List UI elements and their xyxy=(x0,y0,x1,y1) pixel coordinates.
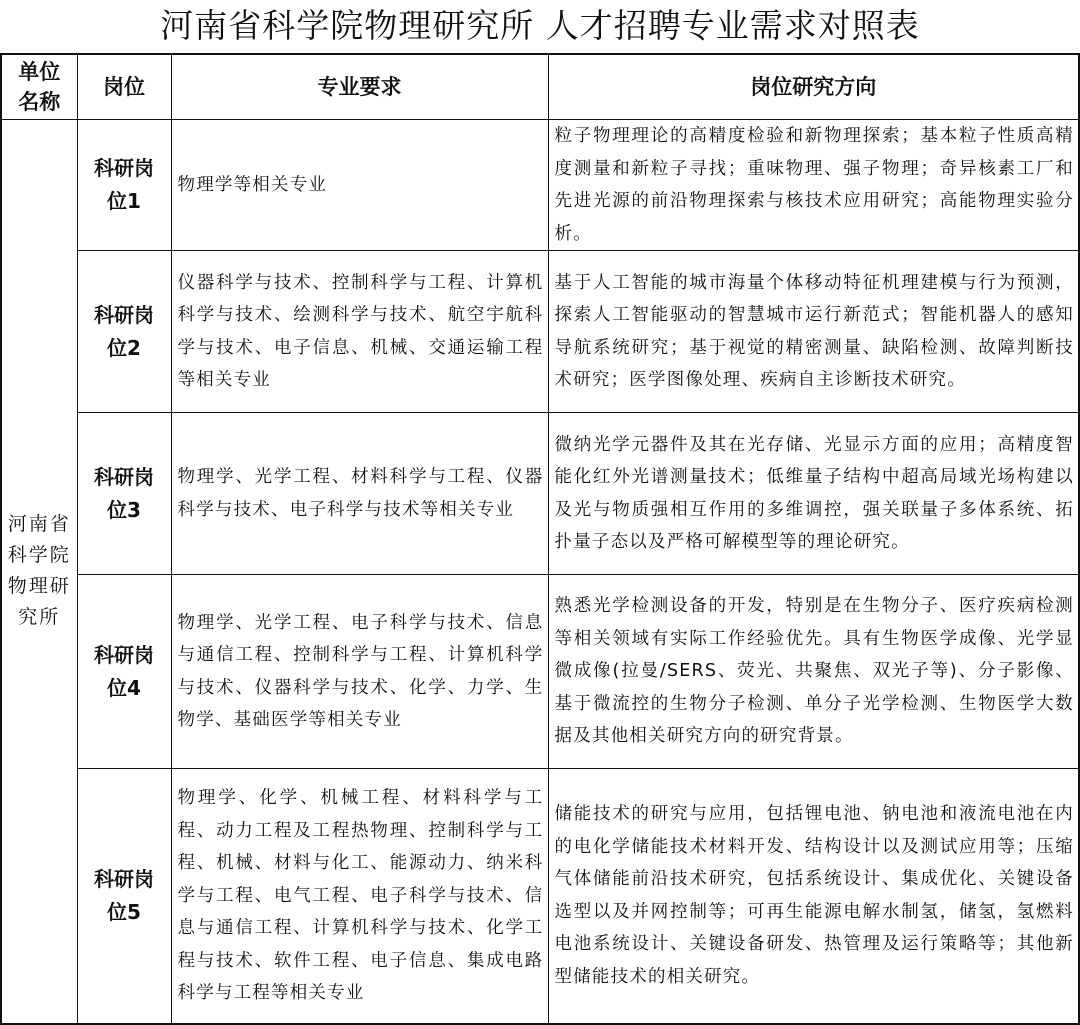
header-position: 岗位 xyxy=(77,54,171,120)
direction-cell xyxy=(548,413,1079,575)
unit-name-cell xyxy=(1,120,77,1024)
unit-name: 河南省科学院物理研究所 xyxy=(7,513,71,629)
direction-cell xyxy=(548,575,1079,769)
table-row xyxy=(1,120,1079,251)
direction-cell xyxy=(548,120,1079,251)
header-unit: 单位名称 xyxy=(1,54,77,120)
direction-cell xyxy=(548,769,1079,1024)
position-cell xyxy=(77,120,171,251)
table-header-row xyxy=(1,54,1079,120)
direction-text: 微纳光学元器件及其在光存储、光显示方面的应用；高精度智能化红外光谱测量技术；低维量子结构中超高局域光场构建以及光与物质强相互作用的多维调控，强关联量子多体系统、拓扑量子态以及严格可解模型等的理论研究。 xyxy=(554,434,1074,552)
position-cell xyxy=(77,251,171,413)
header-requirements: 专业要求 xyxy=(171,54,548,120)
recruitment-table xyxy=(0,53,1080,1025)
position-label: 科研岗位2 xyxy=(94,302,154,360)
requirements-text: 物理学、光学工程、电子科学与技术、信息与通信工程、控制科学与工程、计算机科学与技术、仪器科学与技术、化学、力学、生物学、基础医学等相关专业 xyxy=(177,612,544,730)
requirements-text: 物理学、化学、机械工程、材料科学与工程、动力工程及工程热物理、控制科学与工程、机械、材料与化工、能源动力、纳米科学与工程、电气工程、电子科学与技术、信息与通信工程、计算机科学与技术、化学工程与技术、软件工程、电子信息、集成电路科学与工程等相关专业 xyxy=(177,788,544,1003)
position-label: 科研岗位1 xyxy=(94,156,154,213)
requirements-cell xyxy=(171,769,548,1024)
requirements-text: 物理学等相关专业 xyxy=(177,174,328,195)
position-label: 科研岗位3 xyxy=(94,464,154,522)
requirements-cell xyxy=(171,413,548,575)
direction-text: 熟悉光学检测设备的开发，特别是在生物分子、医疗疾病检测等相关领域有实际工作经验优先。具有生物医学成像、光学显微成像(拉曼/SERS、荧光、共聚焦、双光子等)、分子影像、基于微流控的生物分子检测、单分子光学检测、生物医学大数据及其他相关研究方向的研究背景。 xyxy=(554,596,1074,747)
direction-cell xyxy=(548,251,1079,413)
table-row xyxy=(1,575,1079,769)
position-label: 科研岗位5 xyxy=(94,866,154,924)
requirements-cell xyxy=(171,251,548,413)
table-row xyxy=(1,769,1079,1024)
requirements-text: 仪器科学与技术、控制科学与工程、计算机科学与技术、绘测科学与技术、航空宇航科学与技术、电子信息、机械、交通运输工程等相关专业 xyxy=(177,272,544,390)
position-cell xyxy=(77,575,171,769)
position-cell xyxy=(77,769,171,1024)
page-title: 河南省科学院物理研究所 人才招聘专业需求对照表 xyxy=(160,6,920,45)
header-direction: 岗位研究方向 xyxy=(548,54,1079,120)
requirements-cell xyxy=(171,120,548,251)
table-row xyxy=(1,251,1079,413)
position-label: 科研岗位4 xyxy=(94,642,154,700)
requirements-cell xyxy=(171,575,548,769)
direction-text: 储能技术的研究与应用，包括锂电池、钠电池和液流电池在内的电化学储能技术材料开发、结构设计以及测试应用等；压缩气体储能前沿技术研究，包括系统设计、集成优化、关键设备选型以及并网控制等；可再生能源电解水制氢，储氢，氢燃料电池系统设计、关键设备研发、热管理及运行策略等；其他新型储能技术的相关研究。 xyxy=(554,804,1074,987)
direction-text: 基于人工智能的城市海量个体移动特征机理建模与行为预测，探索人工智能驱动的智慧城市运行新范式；智能机器人的感知导航系统研究；基于视觉的精密测量、缺陷检测、故障判断技术研究；医学图像处理、疾病自主诊断技术研究。 xyxy=(554,272,1074,390)
requirements-text: 物理学、光学工程、材料科学与工程、仪器科学与技术、电子科学与技术等相关专业 xyxy=(177,467,544,520)
direction-text: 粒子物理理论的高精度检验和新物理探索；基本粒子性质高精度测量和新粒子寻找；重味物理、强子物理；奇异核素工厂和先进光源的前沿物理探索与核技术应用研究；高能物理实验分析。 xyxy=(554,126,1074,244)
table-row xyxy=(1,413,1079,575)
position-cell xyxy=(77,413,171,575)
